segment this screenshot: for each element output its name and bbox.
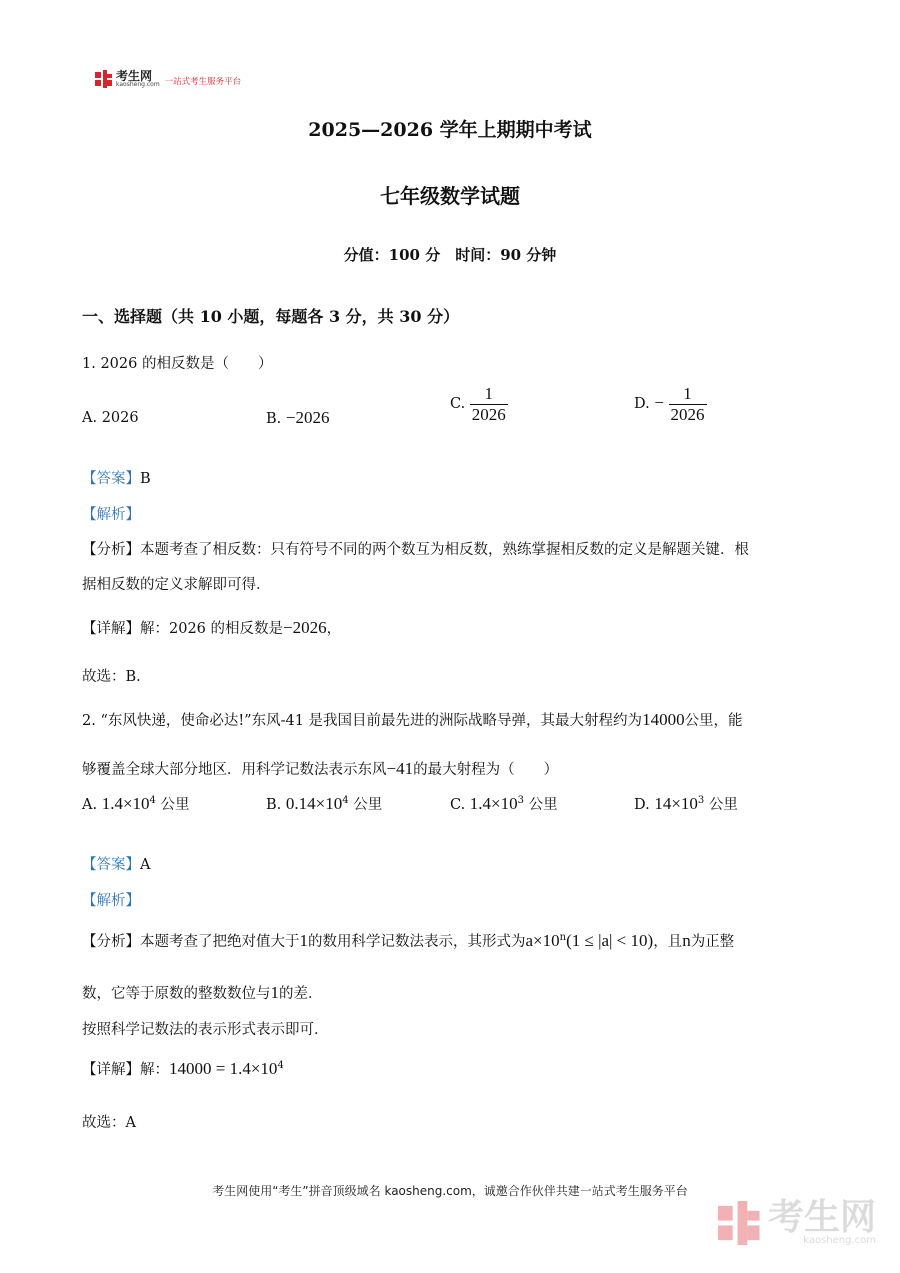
- q2-form-condition: (1 ≤ |a| < 10): [566, 931, 654, 950]
- q2-option-c-exponent: 3: [517, 795, 525, 807]
- exam-meta: 分值：100 分 时间：90 分钟: [343, 246, 557, 264]
- brand-logo-icon: [95, 70, 113, 88]
- section-title: 一、选择题（共 10 小题，每题各 3 分，共 30 分）: [82, 307, 460, 326]
- q1-detail-tag: 【详解】: [82, 621, 140, 637]
- q2-fenxi-tag: 【分析】: [82, 934, 140, 950]
- q2-fenxi-line3: 按照科学记数法的表示形式表示即可．: [82, 1022, 329, 1038]
- q1-option-b-value: −2026: [285, 408, 330, 427]
- q2-option-b-exponent: 4: [342, 795, 349, 807]
- q2-stem-line2: [82, 758, 558, 779]
- q2-fenxi-line2: [82, 982, 323, 1003]
- q1-option-b-label: B.: [266, 411, 282, 427]
- q1-option-a-value: 2026: [101, 410, 139, 426]
- q1-option-d-numerator: 1: [683, 384, 692, 403]
- q2-option-c-base: 1.4×10: [469, 794, 518, 813]
- q2-answer: [82, 853, 150, 874]
- footer-text: 考生网使用“考生”拼音顶级域名 kaosheng.com，诚邀合作伙伴共建一站式考生服务平台: [212, 1184, 688, 1198]
- brand-domain: kaosheng.com: [116, 81, 160, 88]
- exam-title: 2025—2026 学年上期期中考试: [308, 119, 592, 141]
- q2-detail: [82, 1058, 284, 1079]
- q2-detail-pre: 解：: [140, 1062, 169, 1078]
- q2-answer-tag: 【答案】: [82, 857, 140, 873]
- watermark-name: 考生网: [768, 1197, 877, 1238]
- q1-option-d-fraction: [669, 384, 707, 424]
- brand-slogan: 一站式考生服务平台: [164, 77, 242, 87]
- q1-detail-post: ，: [326, 621, 342, 637]
- q1-option-c-numerator: 1: [484, 384, 494, 403]
- q2-stem-pre: 2. “东风快递，使命必达!”东风-41 是我国目前最先进的洲际战略导弹，其最大射程约为: [82, 713, 643, 729]
- q1-option-c-fraction: [470, 384, 508, 424]
- q2-detail-tag: 【详解】: [82, 1062, 140, 1078]
- q2-stem-line1: [82, 709, 743, 730]
- q2-analysis-tag: 【解析】: [82, 893, 140, 909]
- brand-name: 考生网: [116, 69, 153, 83]
- q1-detail-math: −2026: [283, 618, 327, 637]
- q1-fenxi-line2: 据相反数的定义求解即可得．: [82, 577, 271, 593]
- watermark-domain: kaosheng.com: [803, 1235, 877, 1246]
- q2-fenxi-post2: 为正整: [690, 934, 735, 950]
- watermark-logo-icon: [718, 1201, 762, 1245]
- q2-form-a: a×10: [525, 931, 560, 950]
- q1-fenxi-line1: [82, 538, 749, 559]
- q2-stem-number: 14000: [642, 710, 685, 729]
- q1-option-c-label: C.: [450, 396, 466, 413]
- exam-subtitle: 七年级数学试题: [380, 184, 520, 208]
- q1-fenxi-text1: 本题考查了相反数：只有符号不同的两个数互为相反数，熟练掌握相反数的定义是解题关键．根: [140, 542, 749, 558]
- q2-option-c-unit: 公里: [528, 797, 558, 813]
- q1-option-a: [82, 410, 139, 426]
- q2-option-a-exponent: 4: [149, 795, 156, 807]
- q2-option-a-label: A.: [82, 797, 98, 813]
- q2-fenxi-one: 1: [299, 931, 308, 950]
- q2-fenxi2-pre: 数，它等于原数的整数数位与: [82, 986, 271, 1002]
- q2-option-d-label: D.: [634, 797, 650, 813]
- q2-form-n: n: [559, 932, 567, 944]
- q2-conclusion: 故选：A: [82, 1115, 136, 1131]
- q2-option-d-base: 14×10: [654, 794, 698, 813]
- q2-option-c: [450, 793, 558, 814]
- q1-analysis-tag: 【解析】: [82, 507, 140, 523]
- q2-stem2-math: −41: [386, 759, 414, 778]
- q1-stem: 1. 2026 的相反数是（ ）: [82, 356, 273, 372]
- q1-detail: [82, 617, 341, 638]
- q2-option-b-base: 0.14×10: [285, 794, 343, 813]
- q2-option-d: [634, 793, 738, 814]
- q1-option-d-sign: −: [654, 393, 664, 413]
- q2-option-a-base: 1.4×10: [101, 794, 150, 813]
- q2-option-b-label: B.: [266, 797, 282, 813]
- q1-answer-tag: 【答案】: [82, 471, 140, 487]
- q2-stem2-pre: 够覆盖全球大部分地区．用科学记数法表示东风: [82, 762, 387, 778]
- q2-fenxi-post1: ，且: [653, 934, 683, 950]
- q2-fenxi2-one: 1: [270, 983, 279, 1002]
- q2-detail-exponent: 4: [277, 1060, 284, 1072]
- q2-fenxi-line1: [82, 930, 734, 951]
- q2-option-a-unit: 公里: [160, 797, 190, 813]
- q1-detail-pre: 解：2026 的相反数是: [140, 621, 284, 637]
- q2-fenxi-mid: 的数用科学记数法表示，其形式为: [308, 934, 526, 950]
- q1-option-a-label: A.: [82, 410, 98, 426]
- q1-option-c: [450, 384, 508, 424]
- q2-option-c-label: C.: [450, 797, 466, 813]
- q2-option-d-exponent: 3: [697, 795, 705, 807]
- q1-option-d-label: D.: [634, 396, 650, 413]
- q2-detail-math: 14000 = 1.4×10: [169, 1059, 278, 1078]
- brand-logo[interactable]: [95, 70, 241, 88]
- q2-option-a: [82, 793, 190, 814]
- q1-option-d: [634, 384, 707, 424]
- q2-fenxi2-post: 的差．: [279, 986, 323, 1002]
- q1-conclusion: 故选：B．: [82, 669, 151, 685]
- q2-option-d-unit: 公里: [708, 797, 738, 813]
- q2-option-b-unit: 公里: [353, 797, 383, 813]
- q1-fenxi-tag: 【分析】: [82, 542, 140, 558]
- q1-option-d-denominator: 2026: [670, 404, 705, 424]
- q1-answer: [82, 467, 151, 488]
- q1-option-b: [266, 408, 329, 428]
- q2-fenxi-n: n: [682, 931, 691, 950]
- q1-option-c-denominator: 2026: [471, 404, 506, 424]
- q2-answer-value: A: [140, 857, 151, 873]
- q2-stem-post: 公里，能: [684, 713, 743, 729]
- watermark-logo: [718, 1197, 877, 1246]
- q2-option-b: [266, 793, 382, 814]
- q1-answer-value: B: [140, 471, 151, 487]
- q2-fenxi-pre: 本题考查了把绝对值大于: [140, 934, 300, 950]
- q2-stem2-post: 的最大射程为（ ）: [413, 762, 559, 778]
